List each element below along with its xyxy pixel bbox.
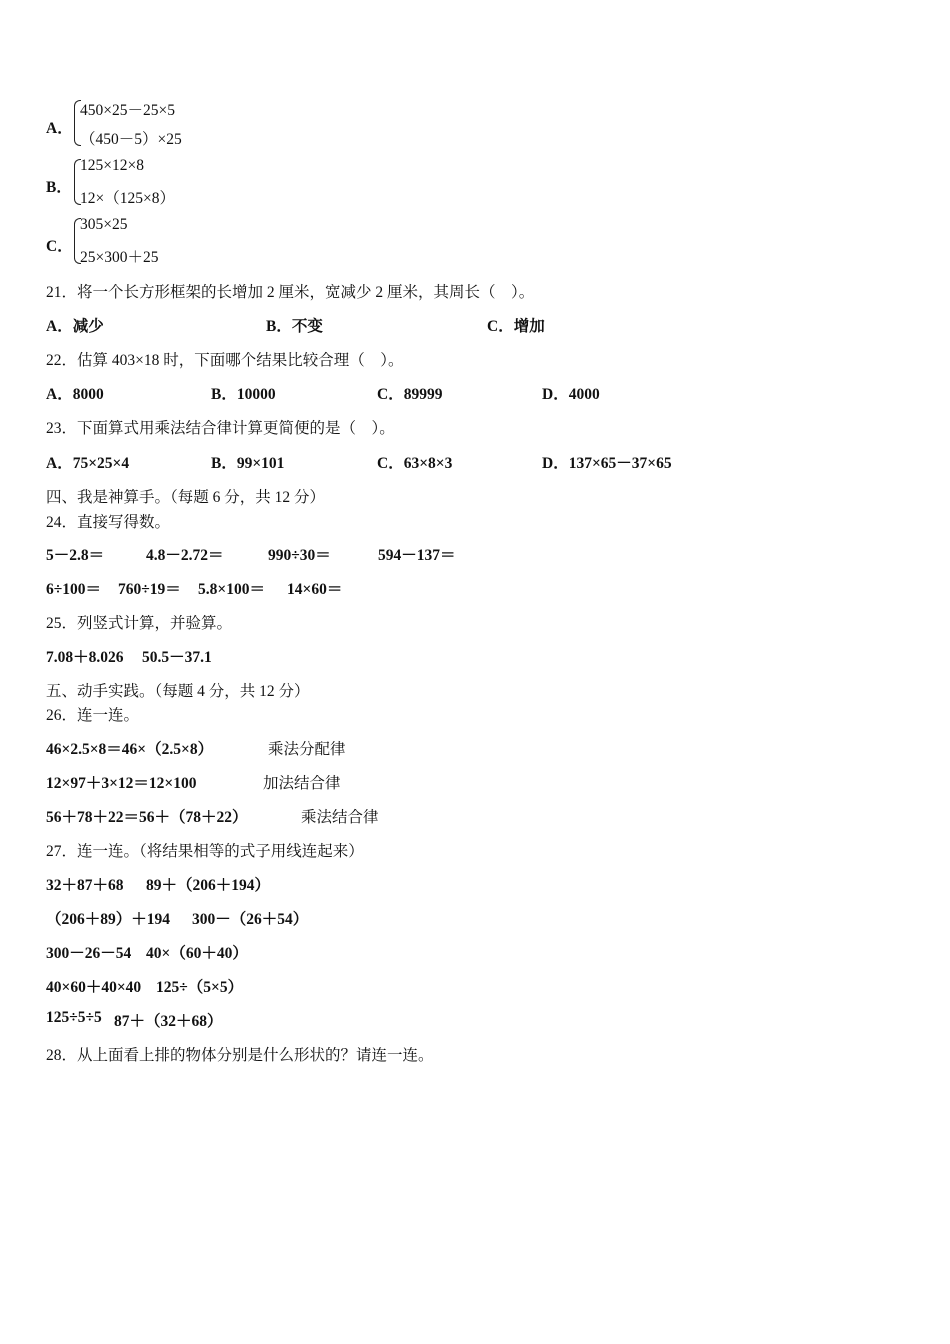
q25-item-1: 7.08＋8.026 [46, 649, 124, 666]
q27-left-4[interactable]: 40×60＋40×40 [46, 979, 142, 996]
q24-r2-c2: 760÷19＝ [118, 581, 181, 598]
q24-r1-c3: 990÷30＝ [268, 547, 331, 564]
q26-left-1[interactable]: 46×2.5×8＝46×（2.5×8） [46, 741, 214, 758]
q26-right-2[interactable]: 加法结合律 [263, 775, 341, 792]
q21-option-b[interactable]: B．不变 [266, 318, 323, 335]
section-5-heading: 五、动手实践。（每题 4 分，共 12 分） [46, 683, 310, 700]
option-c-line2: 25×300＋25 [80, 249, 159, 266]
q27-right-4[interactable]: 125÷（5×5） [156, 979, 244, 996]
q22-option-c[interactable]: C．89999 [377, 386, 443, 403]
q27-left-1[interactable]: 32＋87＋68 [46, 877, 124, 894]
q27-right-1[interactable]: 89＋（206＋194） [146, 877, 271, 894]
q24-r2-c3: 5.8×100＝ [198, 581, 265, 598]
q23-option-c[interactable]: C．63×8×3 [377, 455, 453, 472]
q22-option-b[interactable]: B．10000 [211, 386, 276, 403]
q26-stem: 26．连一连。 [46, 707, 140, 724]
q26-right-1[interactable]: 乘法分配律 [268, 741, 346, 758]
q26-right-3[interactable]: 乘法结合律 [301, 809, 379, 826]
q24-r2-c1: 6÷100＝ [46, 581, 102, 598]
q21-option-c[interactable]: C．增加 [487, 318, 545, 335]
q27-left-3[interactable]: 300－26－54 [46, 945, 132, 962]
q27-right-2[interactable]: 300－（26＋54） [192, 911, 309, 928]
q23-stem: 23．下面算式用乘法结合律计算更简便的是（ ）。 [46, 420, 395, 437]
option-a-line2: （450－5）×25 [80, 131, 182, 148]
q22-option-d[interactable]: D．4000 [542, 386, 600, 403]
q27-left-2[interactable]: （206＋89）＋194 [46, 911, 171, 928]
q24-r1-c2: 4.8－2.72＝ [146, 547, 224, 564]
q24-r1-c4: 594－137＝ [378, 547, 456, 564]
q27-right-3[interactable]: 40×（60＋40） [146, 945, 248, 962]
q26-left-3[interactable]: 56＋78＋22＝56＋（78＋22） [46, 809, 248, 826]
q21-stem: 21．将一个长方形框架的长增加 2 厘米，宽减少 2 厘米，其周长（ ）。 [46, 284, 535, 301]
q23-option-b[interactable]: B．99×101 [211, 455, 285, 472]
q22-stem: 22．估算 403×18 时，下面哪个结果比较合理（ ）。 [46, 352, 404, 369]
q27-right-5[interactable]: 87＋（32＋68） [114, 1013, 223, 1030]
q24-r2-c4: 14×60＝ [287, 581, 343, 598]
q27-left-5[interactable]: 125÷5÷5 [46, 1009, 102, 1026]
q23-option-d[interactable]: D．137×65－37×65 [542, 455, 672, 472]
q23-option-a[interactable]: A．75×25×4 [46, 455, 130, 472]
option-c-line1: 305×25 [80, 216, 128, 233]
option-b-line1: 125×12×8 [80, 157, 144, 174]
option-a-letter: A． [46, 120, 73, 137]
q24-r1-c1: 5－2.8＝ [46, 547, 105, 564]
section-4-heading: 四、我是神算手。（每题 6 分，共 12 分） [46, 489, 326, 506]
q25-item-2: 50.5－37.1 [142, 649, 212, 666]
option-c-letter: C． [46, 238, 73, 255]
q28-stem: 28．从上面看上排的物体分别是什么形状的？请连一连。 [46, 1047, 434, 1064]
q27-stem: 27．连一连。（将结果相等的式子用线连起来） [46, 843, 364, 860]
option-a-line1: 450×25－25×5 [80, 102, 175, 119]
q22-option-a[interactable]: A．8000 [46, 386, 104, 403]
q21-option-a[interactable]: A．减少 [46, 318, 104, 335]
q26-left-2[interactable]: 12×97＋3×12＝12×100 [46, 775, 197, 792]
option-b-letter: B． [46, 179, 72, 196]
q25-stem: 25．列竖式计算，并验算。 [46, 615, 233, 632]
q24-stem: 24．直接写得数。 [46, 514, 171, 531]
option-b-line2: 12×（125×8） [80, 190, 175, 207]
